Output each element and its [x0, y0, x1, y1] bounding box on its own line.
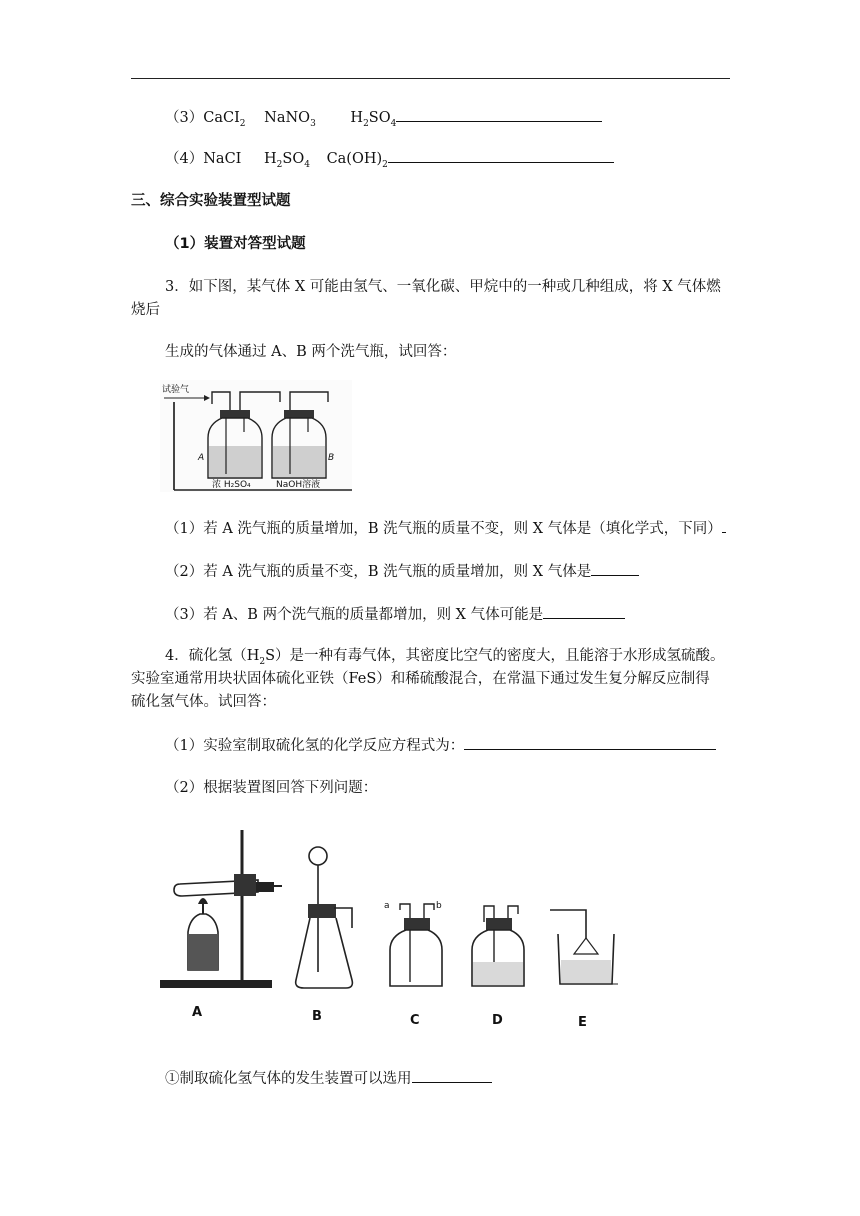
problem-4-sub-1: （1）实验室制取硫化氢的化学反应方程式为： [131, 735, 775, 756]
answer-blank[interactable] [388, 148, 614, 163]
problem-3-text-line-1: 3．如下图，某气体 X 可能由氢气、一氧化碳、甲烷中的一种或几种组成，将 X 气体燃 [165, 279, 721, 295]
answer-blank[interactable] [464, 735, 716, 750]
problem-4-text-line-2: 实验室通常用块状固体硫化亚铁（FeS）和稀硫酸混合，在常温下通过发生复分解反应制得 [131, 671, 710, 687]
problem-3-sub-1: （1）若 A 洗气瓶的质量增加，B 洗气瓶的质量不变，则 X 气体是（填化学式，下同） [131, 518, 775, 539]
answer-line-4: （4）NaCI $H_2SO_4$ $Ca(OH)_2$ [131, 148, 775, 175]
answer-blank[interactable] [722, 518, 726, 533]
answer-blank[interactable] [412, 1068, 492, 1083]
apparatus-b [296, 847, 353, 988]
apparatus-figure [158, 822, 618, 1032]
problem-3-text-line-2: 烧后 [131, 302, 160, 318]
section-title: 三、综合实验装置型试题 [131, 193, 291, 209]
subsection-title: （1）装置对答型试题 [165, 236, 306, 252]
label-b: B [328, 453, 335, 463]
item-number: （4） [165, 151, 204, 167]
formula-h2so4: H [350, 110, 364, 126]
port-b-label: b [436, 901, 442, 911]
problem-4-text-line-1: 4．硫化氢$(H_2S)$是一种有毒气体，其密度比空气的密度大，且能溶于水形成氢硫酸。 [165, 648, 725, 667]
reagent-a-label: 浓 H₂SO₄ [212, 480, 251, 490]
formula-h2so4: H [264, 151, 277, 167]
test-gas-label: 试验气 [162, 385, 190, 395]
formula-cacl2: CaCI [203, 110, 240, 126]
problem-4-circle-1: ①制取硫化氢气体的发生装置可以选用 [131, 1068, 775, 1089]
formula-nano3: NaNO [264, 110, 311, 126]
formula-caoh2: Ca(OH) [326, 151, 383, 167]
problem-3-sub-3: （3）若 A、B 两个洗气瓶的质量都增加，则 X 气体可能是 [131, 604, 775, 625]
apparatus-d [472, 906, 524, 986]
item-number: （3） [165, 110, 204, 126]
label-a: A [198, 453, 205, 463]
problem-3-text-line-3: 生成的气体通过 A、B 两个洗气瓶，试回答： [165, 344, 457, 360]
problem-4-text-line-3: 硫化氢气体。试回答： [131, 694, 276, 710]
label-e: E [578, 1015, 587, 1030]
formula-nacl: NaCI [203, 151, 242, 167]
problem-3-sub-2: （2）若 A 洗气瓶的质量不变，B 洗气瓶的质量增加，则 X 气体是 [131, 561, 775, 582]
answer-blank[interactable] [591, 561, 639, 576]
header-rule [131, 78, 730, 79]
wash-bottle-figure [160, 380, 352, 492]
label-a: A [192, 1005, 203, 1020]
answer-blank[interactable] [543, 604, 625, 619]
answer-line-3: （3）CaCI$_2$ NaNO$_3$ $H_2SO_4$ [131, 107, 775, 134]
apparatus-a [160, 830, 282, 988]
port-a-label: a [384, 901, 390, 911]
label-b: B [312, 1009, 322, 1024]
problem-4-sub-2: （2）根据装置图回答下列问题： [165, 780, 378, 796]
apparatus-c [390, 904, 442, 986]
answer-blank[interactable] [396, 107, 602, 122]
apparatus-e [550, 910, 618, 984]
label-d: D [492, 1013, 503, 1028]
reagent-b-label: NaOH溶液 [276, 480, 321, 490]
label-c: C [410, 1013, 420, 1028]
